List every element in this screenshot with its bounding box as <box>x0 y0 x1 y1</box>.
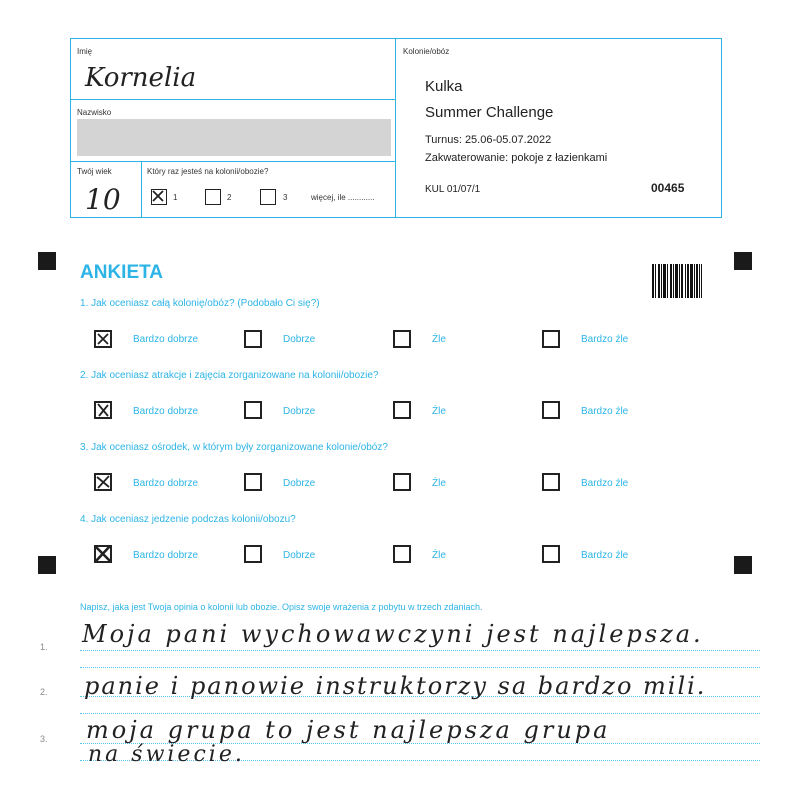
question-2: 2. Jak oceniasz atrakcje i zajęcia zorganizowane na kolonii/obozie? <box>80 370 379 381</box>
survey-title: ANKIETA <box>80 262 164 283</box>
registration-mark <box>734 556 752 574</box>
q3-dobrze-checkbox[interactable] <box>244 473 262 491</box>
visit-more-label: więcej, ile ............ <box>311 193 375 202</box>
opinion-line-4[interactable]: na świecie. <box>88 742 245 767</box>
wiek-label: Twój wiek <box>77 167 112 176</box>
line-number: 3. <box>40 734 48 744</box>
q2-option-label: Źle <box>432 406 446 417</box>
imie-value[interactable]: Kornelia <box>85 63 197 93</box>
visit-2-checkbox[interactable] <box>205 189 221 205</box>
form-number: 00465 <box>651 181 685 195</box>
barcode-icon <box>652 264 702 298</box>
writing-line <box>80 667 760 668</box>
opinion-line-1[interactable]: Moja pani wychowawczyni jest najlepsza. <box>82 620 704 648</box>
check-x-icon <box>94 473 112 491</box>
q3-zle-checkbox[interactable] <box>393 473 411 491</box>
writing-line <box>80 650 760 651</box>
check-x-icon <box>94 545 112 563</box>
q4-option-label: Bardzo dobrze <box>133 550 199 561</box>
q1-option-label: Bardzo źle <box>581 334 629 345</box>
visit-3-label: 3 <box>283 193 288 202</box>
visit-3-checkbox[interactable] <box>260 189 276 205</box>
q2-dobrze-checkbox[interactable] <box>244 401 262 419</box>
q4-dobrze-checkbox[interactable] <box>244 545 262 563</box>
redacted-surname <box>77 119 391 156</box>
question-4: 4. Jak oceniasz jedzenie podczas kolonii/obozu? <box>80 514 296 525</box>
q1-bardzo-dobrze-checkbox[interactable] <box>94 330 112 348</box>
q4-option-label: Bardzo źle <box>581 550 629 561</box>
q4-bardzo-zle-checkbox[interactable] <box>542 545 560 563</box>
q2-option-label: Dobrze <box>283 406 316 417</box>
barcode <box>652 264 702 298</box>
visit-1-checkbox[interactable] <box>151 189 167 205</box>
visit-2-label: 2 <box>227 193 232 202</box>
q3-option-label: Bardzo dobrze <box>133 478 199 489</box>
q1-option-label: Bardzo dobrze <box>133 334 199 345</box>
q1-zle-checkbox[interactable] <box>393 330 411 348</box>
opinion-line-3[interactable]: moja grupa to jest najlepsza grupa <box>86 716 611 744</box>
divider <box>71 99 395 100</box>
kolonia-label: Kolonie/obóz <box>403 47 450 56</box>
opinion-prompt: Napisz, jaka jest Twoja opinia o kolonii lub obozie. Opisz swoje wrażenia z pobytu w trzech zdaniach. <box>80 602 483 612</box>
q2-bardzo-dobrze-checkbox[interactable] <box>94 401 112 419</box>
visit-1-label: 1 <box>173 193 178 202</box>
q3-bardzo-zle-checkbox[interactable] <box>542 473 560 491</box>
q2-option-label: Bardzo dobrze <box>133 406 199 417</box>
q4-bardzo-dobrze-checkbox[interactable] <box>94 545 112 563</box>
q4-zle-checkbox[interactable] <box>393 545 411 563</box>
check-x-icon <box>150 188 166 204</box>
check-x-icon <box>94 330 112 348</box>
divider <box>141 161 142 217</box>
q2-zle-checkbox[interactable] <box>393 401 411 419</box>
q1-bardzo-zle-checkbox[interactable] <box>542 330 560 348</box>
line-number: 1. <box>40 642 48 652</box>
wiek-value[interactable]: 10 <box>85 183 121 216</box>
q2-bardzo-zle-checkbox[interactable] <box>542 401 560 419</box>
q3-option-label: Bardzo źle <box>581 478 629 489</box>
registration-mark <box>38 556 56 574</box>
q3-bardzo-dobrze-checkbox[interactable] <box>94 473 112 491</box>
check-x-icon <box>94 401 112 419</box>
registration-mark <box>38 252 56 270</box>
divider <box>71 161 395 162</box>
kolonia-code: KUL 01/07/1 <box>425 184 481 195</box>
registration-mark <box>734 252 752 270</box>
line-number: 2. <box>40 687 48 697</box>
turnus: Turnus: 25.06-05.07.2022 <box>425 134 552 146</box>
writing-line <box>80 713 760 714</box>
q1-option-label: Dobrze <box>283 334 316 345</box>
q1-dobrze-checkbox[interactable] <box>244 330 262 348</box>
ktory-raz-label: Który raz jesteś na kolonii/obozie? <box>147 167 269 176</box>
opinion-line-2[interactable]: panie i panowie instruktorzy sa bardzo mili. <box>84 672 707 700</box>
zakwaterowanie: Zakwaterowanie: pokoje z łazienkami <box>425 152 608 164</box>
question-3: 3. Jak oceniasz ośrodek, w którym były zorganizowane kolonie/obóz? <box>80 442 388 453</box>
kolonia-name: Kulka <box>425 78 463 95</box>
q4-option-label: Dobrze <box>283 550 316 561</box>
nazwisko-label: Nazwisko <box>77 108 112 117</box>
imie-label: Imię <box>77 47 93 56</box>
q1-option-label: Źle <box>432 334 446 345</box>
header-form <box>70 38 722 218</box>
q4-option-label: Źle <box>432 550 446 561</box>
q3-option-label: Dobrze <box>283 478 316 489</box>
divider <box>395 39 396 217</box>
q2-option-label: Bardzo źle <box>581 406 629 417</box>
question-1: 1. Jak oceniasz całą kolonię/obóz? (Podobało Ci się?) <box>80 298 320 309</box>
q3-option-label: Źle <box>432 478 446 489</box>
kolonia-program: Summer Challenge <box>425 104 554 121</box>
